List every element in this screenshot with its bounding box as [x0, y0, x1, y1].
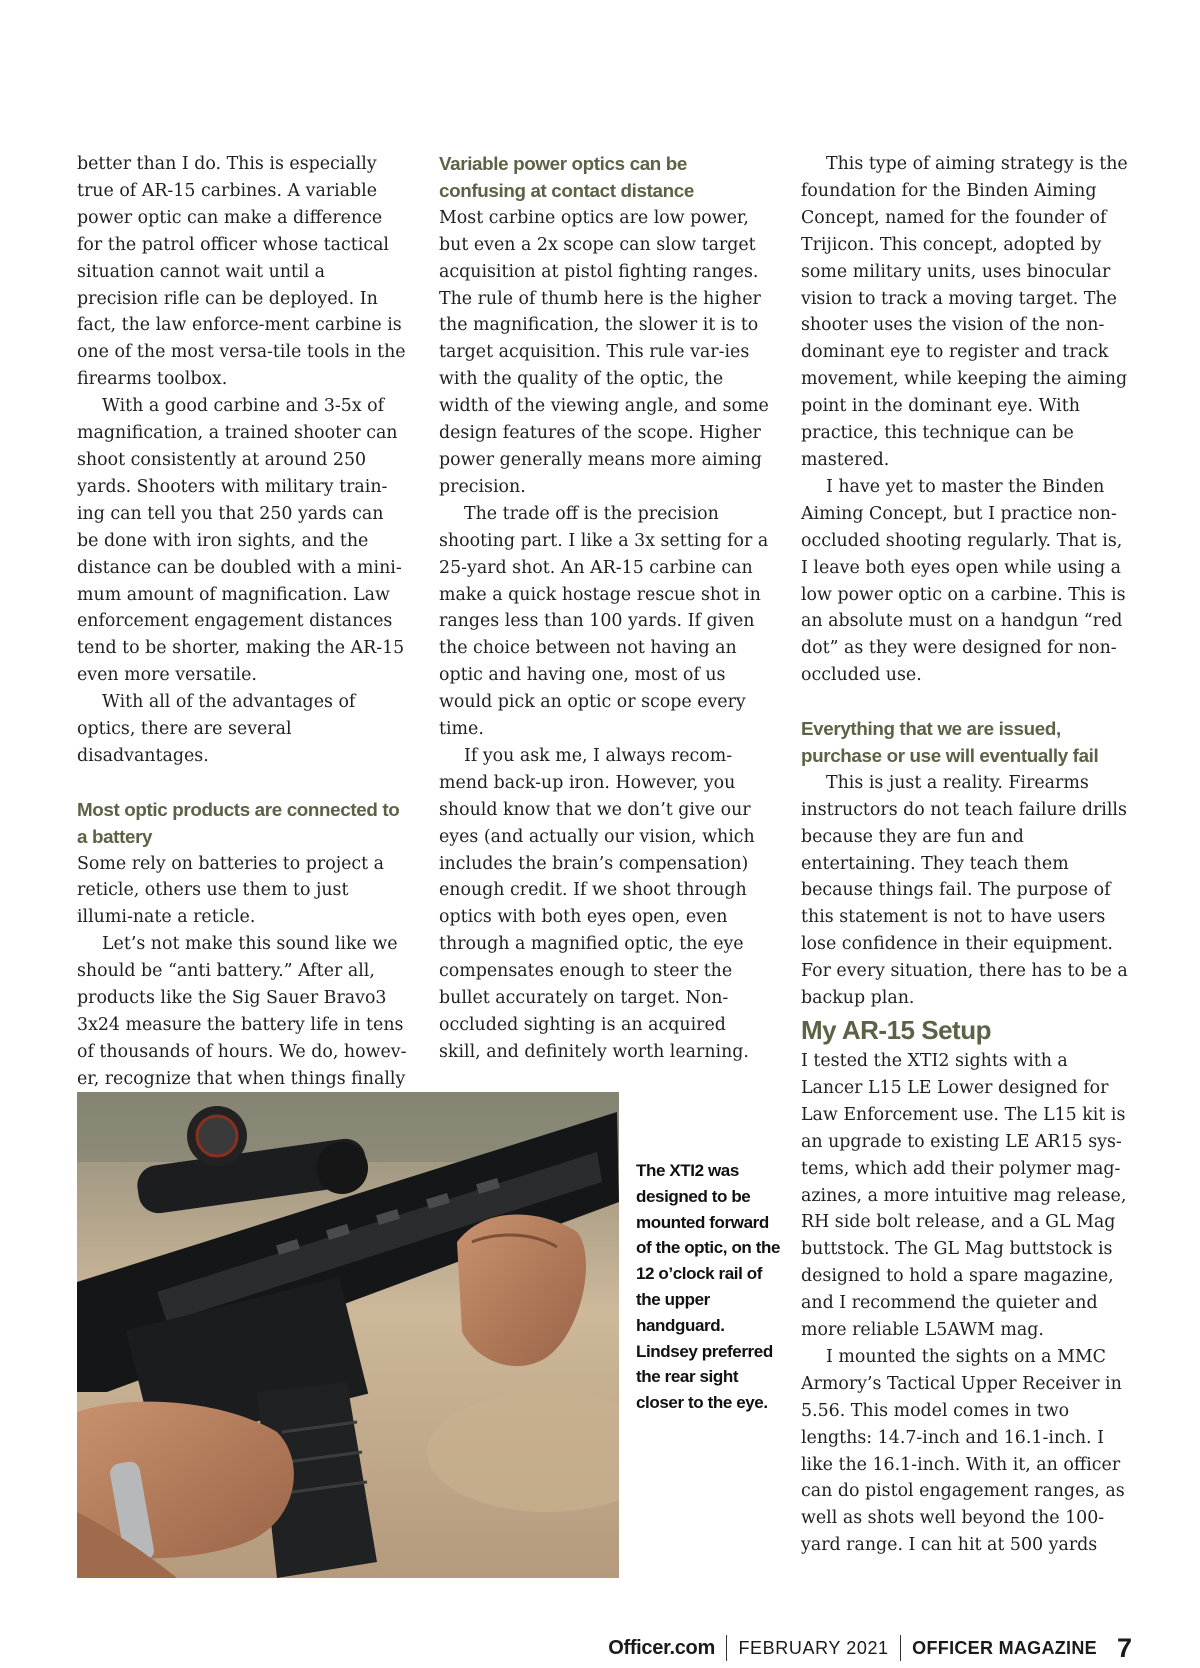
- footer-magazine: OFFICER MAGAZINE: [912, 1637, 1097, 1658]
- subheading-variable-power: Variable power optics can be confusing at contact distance: [439, 153, 694, 201]
- article-column-1: [77, 151, 407, 1120]
- paragraph: The trade off is the precision shooting part. I like a 3x setting for a 25-yard shot. An AR-15 carbine can make a quick hostage rescue shot in ranges less than 100 yards. If given the choice between not having an optic and having one, most of us would pick an optic or scope every time.: [439, 503, 769, 740]
- footer-site: Officer.com: [608, 1636, 715, 1659]
- paragraph: This type of aiming strategy is the foundation for the Binden Aiming Concept, named for the founder of Trijicon. This concept, adopted by some military units, uses binocular vision to track a moving target. The shooter uses the vision of the non-dominant eye to register and track movement, while keeping the aiming point in the dominant eye. With practice, this technique can be mastered.: [801, 154, 1128, 470]
- paragraph: I have yet to master the Binden Aiming Concept, but I practice non-occluded shooting regularly. That is, I leave both eyes open while using a low power optic on a carbine. This is an absolute must on a handgun “red dot” as they were designed for non-occluded use.: [801, 476, 1126, 686]
- paragraph: I tested the XTI2 sights with a Lancer L15 LE Lower designed for Law Enforcement use. The L15 kit is an upgrade to existing LE AR15 sys-tems, which add their polymer mag-azines, a more intuitive mag release, RH side bolt release, and a GL Mag buttstock. The GL Mag buttstock is designed to hold a spare magazine, and I recommend the quieter and more reliable L5AWM mag.: [801, 1050, 1127, 1341]
- paragraph: This is just a reality. Firearms instructors do not teach failure drills because they are fun and entertaining. They teach them because things fail. The purpose of this statement is not to have users lose confidence in their equipment. For every situation, there has to be a backup plan.: [801, 772, 1128, 1009]
- paragraph: Some rely on batteries to project a reticle, others use them to just illumi-nate a reticle.: [77, 853, 385, 928]
- article-column-3: [801, 151, 1131, 1559]
- paragraph: better than I do. This is especially true of AR-15 carbines. A variable power optic can make a difference for the patrol officer whose tactical situation cannot wait until a precision rifle can be deployed. In fact, the law enforce-ment carbine is one of the most versa-tile tools in the firearms toolbox.: [77, 154, 406, 390]
- footer-date: FEBRUARY 2021: [738, 1637, 889, 1658]
- section-heading-ar15-setup: My AR-15 Setup: [801, 1014, 991, 1045]
- paragraph: If you ask me, I always recom-mend back-up iron. However, you should know that we don’t give our eyes (and actually our vision, which includes the brain’s compensation) enough credit. If we shoot through optics with both eyes open, even through a magnified optic, the eye compensates enough to steer the bullet accurately on target. Non-occluded sighting is an acquired skill, and definitely worth learning.: [439, 745, 755, 1062]
- footer-divider: [726, 1635, 728, 1661]
- rifle-photo: [77, 1092, 619, 1578]
- footer-divider: [900, 1635, 902, 1661]
- article-column-2: [439, 151, 769, 1066]
- subheading-eventually-fail: Everything that we are issued, purchase or use will eventually fail: [801, 718, 1099, 766]
- photo-caption: The XTI2 was designed to be mounted forward of the optic, on the 12 o’clock rail of the upper handguard. Lindsey preferred the rear sight closer to the eye.: [636, 1161, 781, 1413]
- page-number: 7: [1116, 1632, 1132, 1663]
- paragraph: Most carbine optics are low power, but even a 2x scope can slow target acquisition at pistol fighting ranges. The rule of thumb here is the higher the magnification, the slower it is to target acquisition. This rule var-ies with the quality of the optic, the width of the viewing angle, and some design features of the scope. Higher power generally means more aiming precision.: [439, 207, 769, 497]
- subheading-battery: Most optic products are connected to a battery: [77, 798, 400, 847]
- paragraph: I mounted the sights on a MMC Armory’s Tactical Upper Receiver in 5.56. This model comes in two lengths: 14.7-inch and 16.1-inch. I like the 16.1-inch. With it, an officer can do pistol engagement ranges, as well as shots well beyond the 100-yard range. I can hit at 500 yards: [801, 1346, 1125, 1556]
- page-footer: [608, 1628, 1132, 1668]
- paragraph: With all of the advantages of optics, there are several disadvantages.: [77, 692, 356, 766]
- paragraph: Let’s not make this sound like we should be “anti battery.” After all, products like the Sig Sauer Bravo3 3x24 measure the battery life in tens of thousands of hours. We do, howev-er, recognize that when things finally: [77, 934, 407, 1089]
- paragraph: With a good carbine and 3-5x of magnification, a trained shooter can shoot consistently at around 250 yards. Shooters with military train-ing can tell you that 250 yards can be done with iron sights, and the distance can be doubled with a mini-mum amount of magnification. Law enforcement engagement distances tend to be shorter, making the AR-15 even more versatile.: [77, 396, 405, 686]
